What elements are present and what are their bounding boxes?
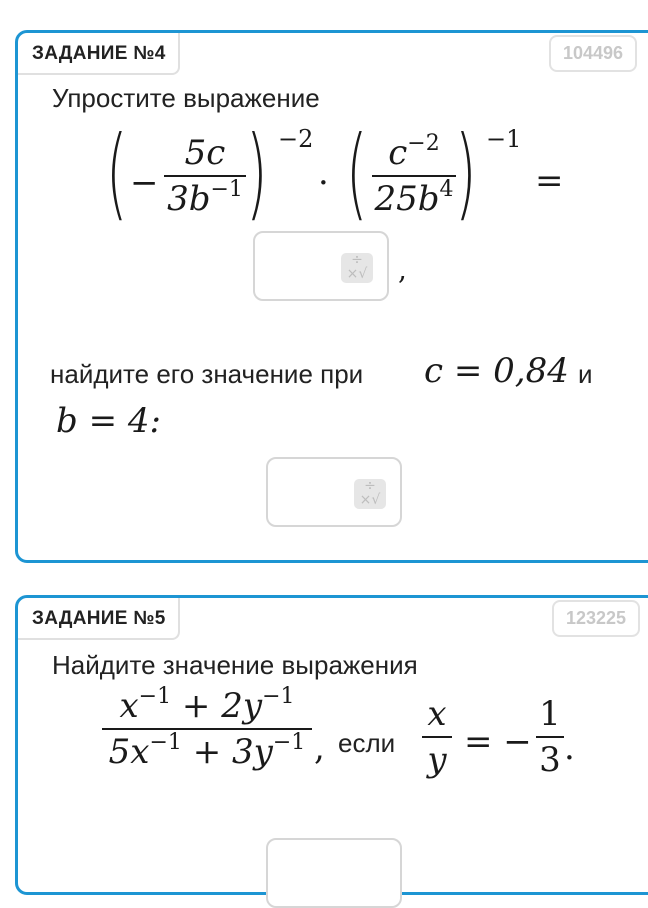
- calculator-icon[interactable]: ÷ ×√: [354, 479, 386, 509]
- task-title: ЗАДАНИЕ №4: [18, 33, 180, 75]
- fraction-2-num-exponent: −2: [407, 131, 440, 156]
- answer-input-2[interactable]: [266, 457, 402, 527]
- answer-input-1[interactable]: [253, 231, 389, 301]
- task-card-5: [15, 595, 648, 895]
- paren-open: (: [106, 114, 128, 231]
- task-id: 123225: [552, 600, 640, 637]
- result-numerator: 1: [539, 694, 561, 734]
- c-value: c = 0,84: [424, 351, 569, 391]
- paren-close-2: ): [455, 114, 477, 231]
- multiply-dot: ·: [318, 163, 329, 203]
- exponent-2: −1: [486, 125, 522, 153]
- task-card-4: [15, 30, 648, 563]
- comma: ,: [398, 253, 407, 286]
- den-y-exponent: −1: [272, 730, 306, 755]
- num-y-exponent: −1: [262, 684, 295, 709]
- num-x: x: [119, 686, 139, 726]
- equals-minus: = −: [464, 722, 532, 762]
- num-plus-term: + 2y: [181, 686, 263, 726]
- den-plus-term: + 3y: [192, 732, 273, 772]
- find-text: найдите его значение при: [50, 359, 364, 389]
- minus-sign: −: [130, 163, 159, 203]
- fraction-1: [164, 133, 246, 219]
- cond-denominator: y: [427, 740, 447, 780]
- task-prompt: Найдите значение выражения: [52, 650, 418, 680]
- fraction-2-den-exponent: 4: [439, 177, 454, 202]
- calculator-icon[interactable]: ÷ ×√: [341, 253, 373, 283]
- result-fraction: [536, 694, 564, 780]
- task-title: ЗАДАНИЕ №5: [18, 598, 180, 640]
- comma: ,: [314, 728, 325, 768]
- fraction-1-den-exponent: −1: [210, 177, 243, 202]
- paren-open-2: (: [346, 114, 368, 231]
- den-x: 5x: [108, 732, 150, 772]
- cond-numerator: x: [427, 694, 447, 734]
- den-x-exponent: −1: [149, 730, 182, 755]
- period: .: [564, 728, 575, 768]
- num-x-exponent: −1: [138, 684, 172, 709]
- paren-close: ): [246, 114, 268, 231]
- big-fraction: [102, 686, 312, 772]
- exponent-1: −2: [278, 125, 314, 153]
- fraction-1-denominator: 3b: [167, 179, 211, 219]
- fraction-2-numerator: c: [388, 133, 408, 173]
- fraction-1-numerator: 5c: [184, 133, 226, 173]
- result-denominator: 3: [539, 740, 561, 780]
- and-text: и: [578, 359, 593, 389]
- task-prompt: Упростите выражение: [52, 83, 320, 113]
- if-text: если: [338, 728, 396, 758]
- fraction-2: [372, 133, 456, 219]
- answer-input-3[interactable]: [266, 838, 402, 908]
- condition-fraction: [422, 694, 452, 780]
- task-id: 104496: [549, 35, 637, 72]
- fraction-2-denominator: 25b: [374, 179, 440, 219]
- equals-sign: =: [535, 161, 564, 201]
- b-value: b = 4:: [56, 401, 161, 441]
